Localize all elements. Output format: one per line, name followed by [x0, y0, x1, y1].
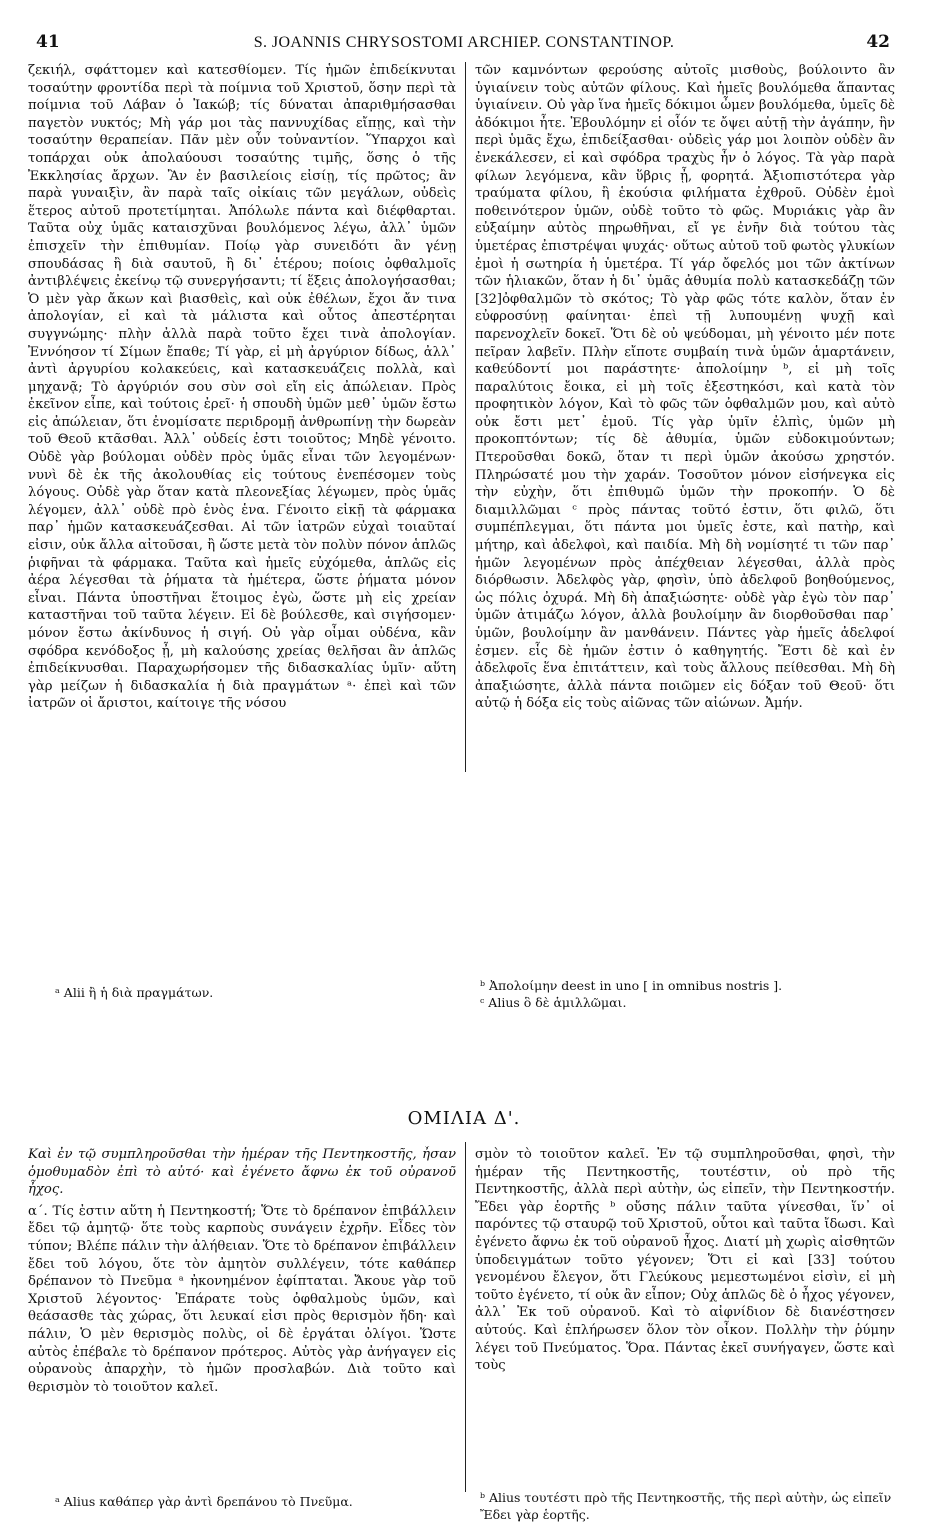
footnotes-right [480, 978, 900, 1011]
upper-right-column [475, 62, 895, 768]
upper-left-text: ζεκιήλ, σφάττομεν καὶ κατεσθίομεν. Τίς ἡμῶν ἐπιδείκνυται τοσαύτην φροντίδα περὶ τὰ ποίμνια τοῦ Χριστοῦ, ὅσην περὶ τὰ ποίμνια τοῦ Λάβαν ὁ Ἰακώβ; τίς δύναται ἀπαριθμήσασθαι παγετὸν νυκτός; Μὴ γάρ μοι τὰς παννυχίδας εἴπῃς, καὶ τὴν τοσαύτην θεραπείαν. Πᾶν μὲν οὖν τοὐναντίον. Ὕπαρχοι καὶ τοπάρχαι οὐκ ἀπολαύουσι τοσαύτης τιμῆς, ὅσης ὁ τῆς Ἐκκλησίας ἄρχων. Ἂν ἐν βασιλείοις εἰσίῃ, τίς πρῶτος; ἂν παρὰ γυναιξὶν, ἂν παρὰ ταῖς οἰκίαις τῶν μεγάλων, οὐδεὶς ἕτερος αὐτοῦ προτετίμηται. Ἀπόλωλε πάντα καὶ διέφθαρται. Ταῦτα οὐχ ὑμᾶς καταισχῦναι βουλόμενος λέγω, ἀλλ᾽ ὑμῶν ἐπισχεῖν τὴν ἐπιθυμίαν. Ποίῳ γὰρ συνειδότι ἂν γένῃ σπουδάσας ἢ διὰ σαυτοῦ, ἢ δι᾽ ἑτέρου; ποίοις ὀφθαλμοῖς ἀντιβλέψεις ἐκείνῳ τῷ συνεργήσαντι; τί ἕξεις ἀπολογήσασθαι; Ὁ μὲν γὰρ ἄκων καὶ βιασθεὶς, καὶ οὐκ ἐθέλων, ἔχοι ἄν τινα ἀπολογίαν, εἰ καὶ τὰ μάλιστα καὶ οὗτος ἀπεστέρηται συγγνώμης· πλὴν ἀλλὰ παρὰ τοῦτο ἔχει τινὰ ἀπολογίαν. Ἐννόησον τί Σίμων ἔπαθε; Τί γὰρ, εἰ μὴ ἀργύριον δίδως, ἀλλ᾽ ἀντὶ ἀργυρίου κολακεύεις, καὶ κατασκευάζεις πολλὰ, καὶ μηχανᾷ; Τὸ ἀργύριόν σου σὺν σοὶ εἴη εἰς ἀπώλειαν. Πρὸς ἐκεῖνον εἶπε, καὶ τούτοις ἐρεῖ· ἡ σπουδὴ ὑμῶν μεθ᾽ ὑμῶν ἔστω εἰς ἀπώλειαν, ὅτι ἐνομίσατε περιδρομῇ ἀνθρωπίνῃ τὴν δωρεὰν τοῦ Θεοῦ κτᾶσθαι. Ἀλλ᾽ οὐδείς ἐστι τοιοῦτος; Μηδὲ γένοιτο. Οὐδὲ γὰρ βούλομαι οὐδὲν πρὸς ὑμᾶς εἶναι τῶν λεγομένων· νυνὶ δὲ ἐκ τῆς ἀκολουθίας εἰς τούτους ἐνεπέσομεν τοὺς λόγους. Οὐδὲ γὰρ ὅταν κατὰ πλεονεξίας λέγωμεν, πρὸς ὑμᾶς λέγομεν, ἀλλ᾽ οὐδὲ πρὸ ἑνὸς ἑνα. Γένοιτο εἰκῇ τὰ φάρμακα παρ᾽ ἡμῶν κατασκευάζεσθαι. Αἱ τῶν ἰατρῶν εὐχαὶ τοιαῦταί εἰσιν, οὐκ ἄλλα αἰτοῦσαι, ἢ ὥστε μετὰ τὸν πολὺν πόνον ἁπλῶς ῥιφῆναι τὰ φάρμακα. Ταῦτα καὶ ἡμεῖς εὐχόμεθα, ἁπλῶς εἰς ἀέρα λέγεσθαι τὰ ῥήματα τὰ ἡμέτερα, ὥστε ῥήματα μόνον εἶναι. Πάντα ὑποστῆναι ἕτοιμος ἐγὼ, ὥστε μὴ εἰς χρείαν καταστῆναι τοῦ ταῦτα λέγειν. Εἰ δὲ βούλεσθε, καὶ σιγήσομεν· μόνον ἔστω ἀκίνδυνος ἡ σιγή. Οὐ γὰρ οἶμαι οὐδένα, κἂν σφόδρα κενόδοξος ᾖ, μὴ καλούσης χρείας θελῆσαι ἂν ἁπλῶς ἐπιδείκνυσθαι. Παραχωρήσομεν τῆς διδασκαλίας ὑμῖν· αὕτη γὰρ μείζων ἡ διδασκαλία ἡ διὰ πραγμάτων ᵃ· ἐπεὶ καὶ τῶν ἰατρῶν οἱ ἄριστοι, καίτοιγε τῆς νόσου [28, 63, 456, 712]
lower-right-column [475, 1146, 895, 1476]
lower-left-text: α΄. Τίς ἐστιν αὕτη ἡ Πεντηκοστή; Ὅτε τὸ δρέπανον ἐπιβάλλειν ἔδει τῷ ἀμητῷ· ὅτε τοὺς καρποὺς συνάγειν ἐχρῆν. Εἶδες τὸν τύπον; Βλέπε πάλιν τὴν ἀλήθειαν. Ὅτε τὸ δρέπανον ἐπιβάλλειν ἔδει τοῦ λόγου, ὅτε τὸν ἀμητὸν συλλέγειν, τότε καθάπερ δρέπανον τὸ Πνεῦμα ᵃ ἠκονημένον ἐφίπταται. Ἄκουε γὰρ τοῦ Χριστοῦ λέγοντος· Ἐπάρατε τοὺς ὀφθαλμοὺς ὑμῶν, καὶ θεάσασθε τὰς χώρας, ὅτι λευκαί εἰσι πρὸς θερισμὸν ἤδη· καὶ πάλιν, Ὁ μὲν θερισμὸς πολὺς, οἱ δὲ ἐργάται ὀλίγοι. Ὥστε αὐτὸς ἐπέβαλε τὸ δρέπανον πρότερος. Αὐτὸς γὰρ ἀνήγαγεν εἰς οὐρανοὺς ἀπαρχὴν, τὸ ἡμῶν προσλαβών. Διὰ τοῦτο καὶ θερισμὸν τὸ τοιοῦτον καλεῖ. [28, 1203, 456, 1395]
page-number-right: 42 [866, 32, 890, 52]
page-number-left: 41 [36, 32, 60, 52]
page-header [28, 28, 900, 58]
footnote-a: ᵃ Alii ἢ ἡ διὰ πραγμάτων. [55, 985, 214, 1000]
homily-lede: Καὶ ἐν τῷ συμπληροῦσθαι τὴν ἡμέραν τῆς Πεντηκοστῆς, ἦσαν ὁμοθυμαδὸν ἐπὶ τὸ αὐτό· καὶ ἐγένετο ἄφνω ἐκ τοῦ οὐρανοῦ ἦχος. [28, 1147, 456, 1198]
column-divider-upper [465, 62, 466, 772]
footnote-lower-a: ᵃ Alius καθάπερ γὰρ ἀντὶ δρεπάνου τὸ Πνεῦμα. [55, 1494, 353, 1509]
upper-right-text: τῶν καμνόντων φερούσης αὐτοῖς μισθοὺς, βούλοιντο ἂν ὑγιαίνειν τοὺς αὐτῶν φίλους. Καὶ ἡμεῖς βουλόμεθα ἅπαντας ὑγιαίνειν. Οὐ γὰρ ἵνα ἡμεῖς δόκιμοι ὦμεν βουλόμεθα, ὑμεῖς δὲ ἀδόκιμοι ἦτε. Ἐβουλόμην εἰ οἷόν τε ὄψει αὐτῇ τὴν ἀγάπην, ἣν περὶ ὑμᾶς ἔχω, ἐπιδείξασθαι· οὐδεὶς γάρ μοι λοιπὸν οὐδὲν ἂν ἐνεκάλεσεν, εἰ καὶ σφόδρα τραχὺς ἦν ὁ λόγος. Τὰ γὰρ παρὰ φίλων λεγόμενα, κἂν ὕβρις ᾖ, φορητά. Ἀξιοπιστότερα γὰρ τραύματα φίλου, ἢ ἑκούσια φιλήματα ἐχθροῦ. Οὐδὲν ἐμοὶ ποθεινότερον ὑμῶν, οὐδὲ τοῦτο τὸ φῶς. Μυριάκις γὰρ ἂν εὐξαίμην αὐτὸς πηρωθῆναι, εἴ γε ἐνῆν διὰ τούτου τὰς ὑμετέρας ἐπιστρέψαι ψυχάς· οὕτως αὐτοῦ τοῦ φωτὸς γλυκίων ἐμοὶ ἡ σωτηρία ἡ ὑμετέρα. Τί γάρ ὄφελός μοι τῶν ἀκτίνων τῶν ἡλιακῶν, ὅταν ἡ δι᾽ ὑμᾶς ἀθυμία πολὺ κατασκεδάζῃ τῶν [32]ὀφθαλμῶν τὸ σκότος; Τὸ γὰρ φῶς τότε καλὸν, ὅταν ἐν εὐφροσύνῃ φαίνηται· ἐπεὶ τῇ λυπουμένῃ ψυχῇ καὶ παρενοχλεῖν δοκεῖ. Ὅτι δὲ οὐ ψεύδομαι, μὴ γένοιτο μέν ποτε πεῖραν λαβεῖν. Πλὴν εἴποτε συμβαίη τινὰ ὑμῶν ἁμαρτάνειν, καθεύδοντί μοι παράστητε· ἀπολοίμην ᵇ, εἰ μὴ τοῖς παραλύτοις ἔοικα, εἰ μὴ τοῖς ἐξεστηκόσι, καὶ κατὰ τὸν προφητικὸν λόγον, Καὶ τὸ φῶς τῶν ὀφθαλμῶν μου, καὶ αὐτὸ οὐκ ἔστι μετ᾽ ἐμοῦ. Τίς γὰρ ὑμῖν ἐλπὶς, ὑμῶν μὴ προκοπτόντων; τίς δὲ ἀθυμία, ὑμῶν εὐδοκιμούντων; Πτεροῦσθαι δοκῶ, ὅταν τι περὶ ὑμῶν ἀκούσω χρηστόν. Πληρώσατέ μου τὴν χαράν. Τοσοῦτον μόνον εἰσήνεγκα εἰς τὴν εὐχὴν, ὅτι ἐπιθυμῶ ὑμῶν τὴν προκοπήν. Ὁ δὲ διαμιλλῶμαι ᶜ πρὸς πάντας τοῦτό ἐστιν, ὅτι φιλῶ, ὅτι συμπέπλεγμαι, ὅτι πάντα μοι ὑμεῖς ἐστε, καὶ πατὴρ, καὶ μήτηρ, καὶ ἀδελφοὶ, καὶ παιδία. Μὴ δὴ νομίσητέ τι τῶν παρ᾽ ἡμῶν λεγομένων πρὸς ἀπέχθειαν λέγεσθαι, ἀλλὰ πρὸς διόρθωσιν. Ἀδελφὸς γὰρ, φησὶν, ὑπὸ ἀδελφοῦ βοηθούμενος, ὡς πόλις ὀχυρά. Μὴ δὴ ἀπαξιώσητε· οὐδὲ γὰρ ἐγὼ τὸν παρ᾽ ὑμῶν ἀτιμάζω λόγον, ἀλλὰ βουλοίμην ἂν διορθοῦσθαι παρ᾽ ὑμῶν, βουλοίμην ἂν μανθάνειν. Πάντες γὰρ ἡμεῖς ἀδελφοί ἐσμεν. εἷς δὲ ἡμῶν ἐστιν ὁ καθηγητής. Ἔστι δὲ καὶ ἐν ἀδελφοῖς ἕνα ἐπιτάττειν, καὶ τοὺς ἄλλους πείθεσθαι. Μὴ δὴ ἀπαξιώσητε, ἀλλὰ πάντα ποιῶμεν εἰς δόξαν τοῦ Θεοῦ· ὅτι αὐτῷ ἡ δόξα εἰς τοὺς αἰῶνας τῶν αἰώνων. Ἀμήν. [475, 63, 895, 712]
lower-right-text: σμὸν τὸ τοιοῦτον καλεῖ. Ἐν τῷ συμπληροῦσθαι, φησὶ, τὴν ἡμέραν τῆς Πεντηκοστῆς, τουτέστιν, οὐ πρὸ τῆς Πεντηκοστῆς, ἀλλὰ περὶ αὐτὴν, ὡς εἰπεῖν, τὴν Πεντηκοστήν. Ἔδει γὰρ ἑορτῆς ᵇ οὔσης πάλιν ταῦτα γίνεσθαι, ἵν᾽ οἱ παρόντες τῷ σταυρῷ τοῦ Χριστοῦ, οὗτοι καὶ ταῦτα ἴδωσι. Καὶ ἐγένετο ἄφνω ἐκ τοῦ οὐρανοῦ ἦχος. Διατί μὴ χωρὶς αἰσθητῶν ὑποδειγμάτων τοῦτο γέγονεν; Ὅτι εἰ καὶ [33] τούτου γενομένου ἔλεγον, ὅτι Γλεύκους μεμεστωμένοι εἰσὶν, εἰ μὴ τοῦτο ἐγένετο, τί οὐκ ἂν εἶπον; Οὐχ ἁπλῶς δὲ ὁ ἦχος γέγονεν, ἀλλ᾽ Ἐκ τοῦ οὐρανοῦ. Καὶ τὸ αἰφνίδιον δὲ διανέστησεν αὐτούς. Καὶ ἐπλήρωσεν ὅλον τὸν οἶκον. Πολλὴν τὴν ῥύμην λέγει τοῦ Πνεύματος. Ὅρα. Πάντας ἐκεῖ συνήγαγεν, ὥστε καὶ τοὺς [475, 1147, 895, 1374]
running-title: S. JOANNIS CHRYSOSTOMI ARCHIEP. CONSTANTINOP. [253, 34, 675, 51]
homily-title: ΟΜΙΛΙΑ Δ'. [407, 1108, 521, 1129]
footnote-b: ᵇ Ἀπολοίμην deest in uno [ in omnibus nostris ]. [480, 978, 783, 993]
footnote-lower-b: ᵇ Alius τουτέστι πρὸ τῆς Πεντηκοστῆς, τῆς περὶ αὐτὴν, ὡς εἰπεῖν Ἔδει γὰρ ἑορτῆς. [480, 1490, 892, 1522]
upper-left-column [28, 62, 456, 768]
lower-left-column [28, 1146, 456, 1486]
footnote-c: ᶜ Alius ὃ δὲ ἁμιλλῶμαι. [480, 994, 627, 1010]
column-divider-lower [465, 1142, 466, 1492]
